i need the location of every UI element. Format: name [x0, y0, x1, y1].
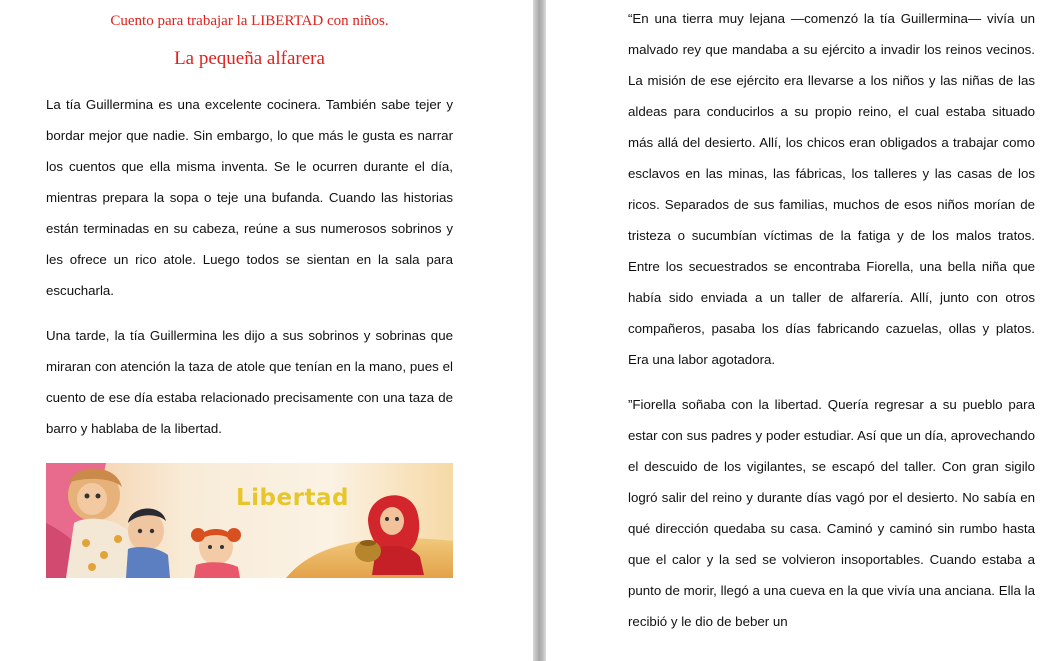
document-title: La pequeña alfarera: [174, 48, 325, 69]
document-subtitle: Cuento para trabajar la LIBERTAD con niños.: [110, 13, 389, 29]
paragraph: Una tarde, la tía Guillermina les dijo a sus sobrinos y sobrinas que miraran con atención la taza de atole que tenían en la mano, pues el cuento de ese día estaba relacionado precisamente con una taza de barro y hablaba de la libertad.: [46, 328, 453, 436]
story-illustration: [46, 463, 453, 578]
paragraph: La tía Guillermina es una excelente cocinera. También sabe tejer y bordar mejor que nadie. Sin embargo, lo que más le gusta es narrar los cuentos que ella misma inventa. Se le ocurren durante el día, mientras prepara la sopa o teje una bufanda. Cuando las historias están terminadas en su cabeza, reúne a sus numerosos sobrinos y les ofrece un rico atole. Luego todos se sientan en la sala para escucharla.: [46, 97, 453, 298]
document-page-right: [546, 0, 1061, 661]
illustration-label: Libertad: [236, 485, 349, 511]
paragraph: “En una tierra muy lejana —comenzó la tía Guillermina— vivía un malvado rey que mandaba a su ejército a invadir los reinos vecinos. La misión de ese ejército era llevarse a los niños y las niñas de las aldeas para conducirlos a su propio reino, el cual estaba situado más allá del desierto. Allí, los chicos eran obligados a trabajar como esclavos en las minas, las fábricas, los talleres y las casas de los ricos. Separados de sus familias, muchos de esos niños morían de tristeza o sucumbían víctimas de la fatiga y de los malos tratos. Entre los secuestrados se encontraba Fiorella, una bella niña que había sido enviada a un taller de alfarería. Allí, junto con otros compañeros, pasaba los días fabricando cazuelas, ollas y platos. Era una labor agotadora.: [628, 11, 1035, 367]
page-gutter: [533, 0, 546, 661]
paragraph: ”Fiorella soñaba con la libertad. Quería regresar a su pueblo para estar con sus padres y poder estudiar. Así que un día, aprovechando el descuido de los vigilantes, se escapó del taller. Con gran sigilo logró salir del reino y durante días vagó por el desierto. No sabía en qué dirección quedaba su casa. Caminó y caminó sin rumbo hasta que el calor y la sed se volvieron insoportables. Cuando estaba a punto de morir, llegó a una cueva en la que vivía una anciana. Ella la recibió y le dio de beber un: [628, 397, 1035, 629]
children-illustration-image: [46, 463, 453, 578]
